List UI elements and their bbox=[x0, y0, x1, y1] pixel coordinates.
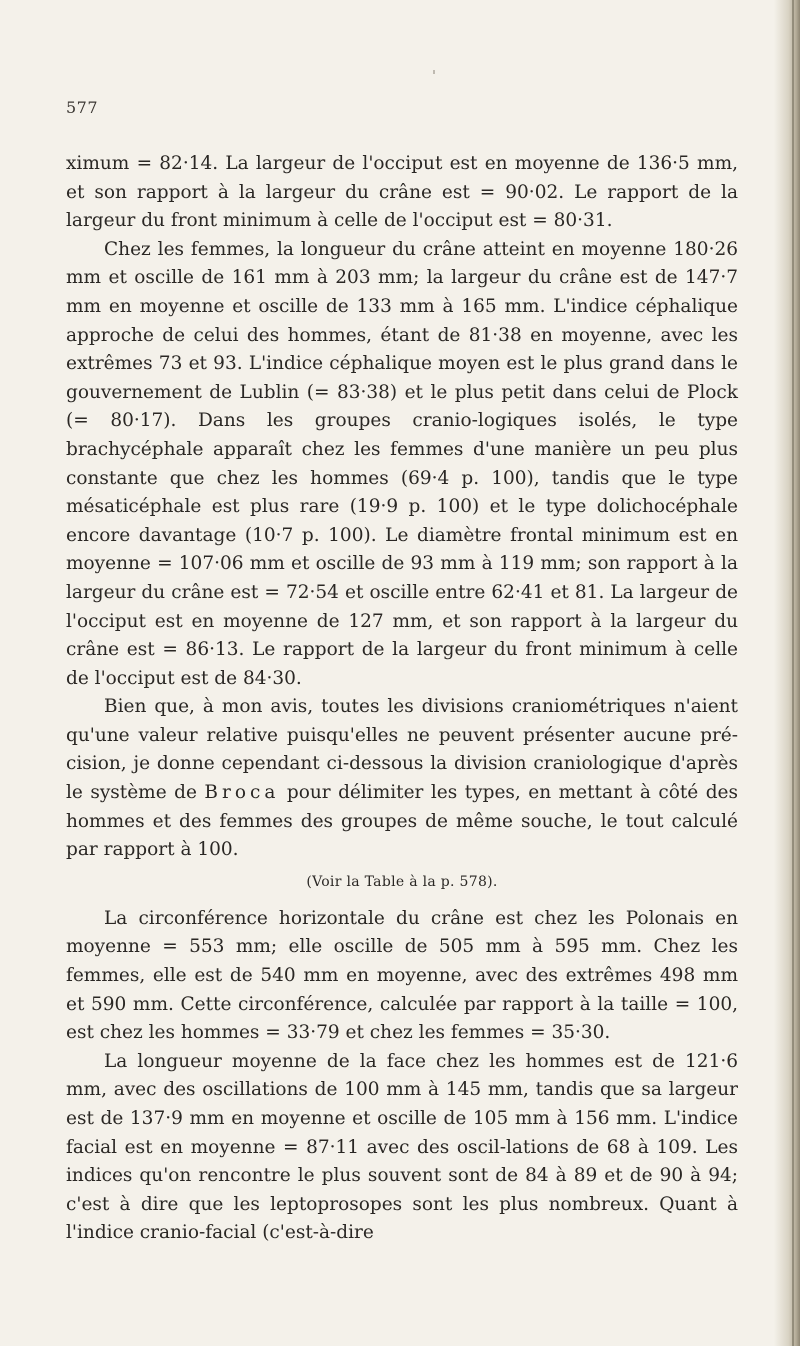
page-edge-line bbox=[792, 0, 794, 1346]
page-number: 577 bbox=[66, 98, 99, 117]
broca-text-after: pour délimiter les types, en mettant à côté des hommes et des femmes des groupes de même souche, le tout calculé par rapport à 100. bbox=[66, 782, 738, 861]
paragraph-face-length: La longueur moyenne de la face chez les hommes est de 121·6 mm, avec des oscillations de 100 mm à 145 mm, tandis que sa largeur est de 137·9 mm en moyenne et oscille de 105 mm à 156 mm. L'indice facial est en moyenne = 87·11 avec des oscil-lations de 68 à 109. Les indices qu'on rencontre le plus souvent sont de 84 à 89 et de 90 à 94; c'est à dire que les leptoprosopes sont les plus nombreux. Quant à l'indice cranio-facial (c'est-à-dire bbox=[66, 1050, 738, 1244]
paragraph-circumference: La circonférence horizontale du crâne est chez les Polonais en moyenne = 553 mm; elle oscille de 505 mm à 595 mm. Chez les femmes, elle est de 540 mm en moyenne, avec des extrêmes 498 mm et 590 mm. Cette circonférence, calculée par rapport à la taille = 100, est chez les hommes = 33·79 et chez les femmes = 35·30. bbox=[66, 907, 738, 1044]
body-text bbox=[66, 150, 738, 1248]
broca-name: Broca bbox=[204, 782, 280, 804]
paragraph-continuation: ximum = 82·14. La largeur de l'occiput est en moyenne de 136·5 mm, et son rapport à la largeur du crâne est = 90·02. Le rapport de la largeur du front minimum à celle de l'occiput est = 80·31. bbox=[66, 153, 738, 232]
paragraph-broca-division bbox=[66, 693, 738, 865]
table-reference-note: (Voir la Table à la p. 578). bbox=[306, 873, 498, 890]
paragraph-women-skull: Chez les femmes, la longueur du crâne atteint en moyenne 180·26 mm et oscille de 161 mm à 203 mm; la largeur du crâne est de 147·7 mm en moyenne et oscille de 133 mm à 165 mm. L'indice céphalique approche de celui des hommes, étant de 81·38 en moyenne, avec les extrêmes 73 et 93. L'indice céphalique moyen est le plus grand dans le gouvernement de Lublin (= 83·38) et le plus petit dans celui de Plock (= 80·17). Dans les groupes cranio-logiques isolés, le type brachycéphale apparaît chez les femmes d'une manière un peu plus constante que chez les hommes (69·4 p. 100), tandis que le type mésaticéphale est plus rare (19·9 p. 100) et le type dolichocéphale encore davantage (10·7 p. 100). Le diamètre frontal minimum est en moyenne = 107·06 mm et oscille de 93 mm à 119 mm; son rapport à la largeur du crâne est = 72·54 et oscille entre 62·41 et 81. La largeur de l'occiput est en moyenne de 127 mm, et son rapport à la largeur du crâne est = 86·13. Le rapport de la largeur du front minimum à celle de l'occiput est de 84·30. bbox=[66, 238, 738, 689]
page-binding-shadow bbox=[774, 0, 800, 1346]
broca-text-before: Bien que, à mon avis, toutes les divisions craniométriques n'aient qu'une valeur relative puisqu'elles ne peuvent présenter aucune pré-cision, je donne cependant ci-dessous la division craniologique d'après le système de bbox=[66, 696, 738, 804]
scan-speck bbox=[433, 70, 435, 74]
